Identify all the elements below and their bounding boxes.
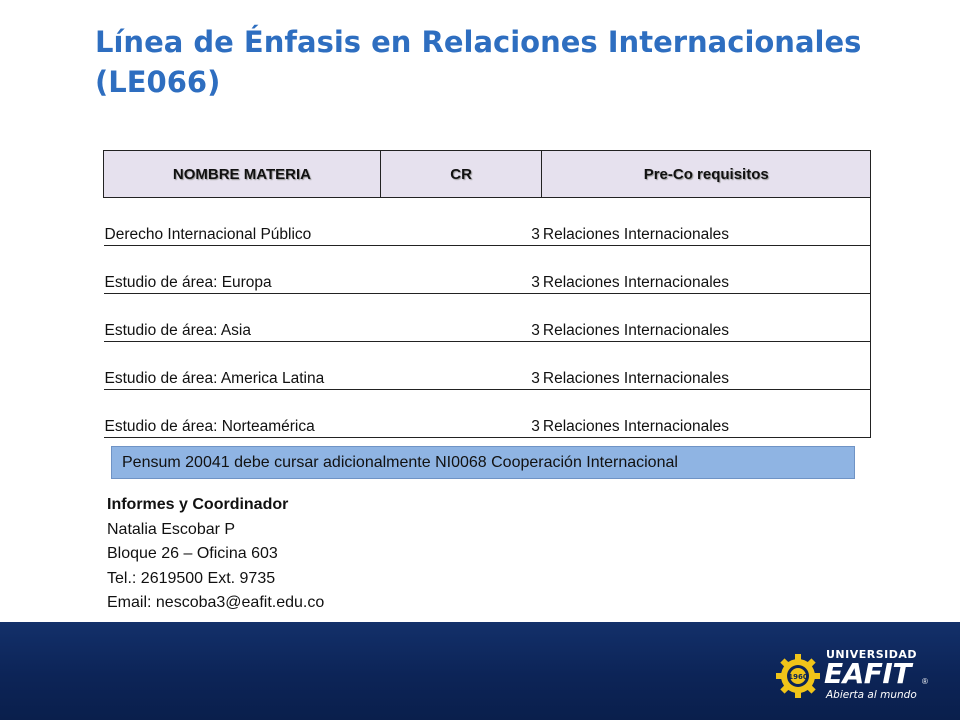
course-prerequisite: Relaciones Internacionales [542,342,871,390]
logo-registered: ® [922,677,928,686]
eafit-logo [774,645,934,707]
course-name: Estudio de área: Europa [104,246,381,294]
contact-office: Bloque 26 – Oficina 603 [107,545,278,562]
title-line-1: Línea de Énfasis en Relaciones Internacionales [95,25,862,59]
contact-info [107,493,324,616]
course-name: Estudio de área: America Latina [104,342,381,390]
contact-phone: Tel.: 2619500 Ext. 9735 [107,569,276,587]
course-credits: 3 [380,342,542,390]
course-credits: 3 [380,246,542,294]
course-prerequisite: Relaciones Internacionales [542,246,871,294]
title-line-2: (LE066) [95,65,221,99]
table-row [104,246,871,294]
course-name: Estudio de área: Norteamérica [104,390,381,438]
courses-table [103,150,871,438]
table-row [104,294,871,342]
table-header-row [104,151,871,198]
course-name: Derecho Internacional Público [104,198,381,246]
logo-brand: EAFIT [824,657,911,690]
header-course-name: NOMBRE MATERIA [104,151,381,198]
table-row [104,390,871,438]
course-prerequisite: Relaciones Internacionales [542,390,871,438]
course-credits: 3 [380,294,542,342]
contact-name: Natalia Escobar P [107,520,236,538]
gear-seal-icon [774,652,822,700]
contact-heading: Informes y Coordinador [107,496,289,513]
table-row [104,342,871,390]
course-prerequisite: Relaciones Internacionales [542,198,871,246]
pensum-note: Pensum 20041 debe cursar adicionalmente NI0068 Cooperación Internacional [111,446,855,479]
course-credits: 3 [380,198,542,246]
course-name: Estudio de área: Asia [104,294,381,342]
course-credits: 3 [380,390,542,438]
seal-text: 1960 [788,673,808,681]
logo-slogan: Abierta al mundo [826,689,917,701]
table-row [104,198,871,246]
logo-university: UNIVERSIDAD [826,648,918,661]
course-prerequisite: Relaciones Internacionales [542,294,871,342]
contact-email: Email: nescoba3@eafit.edu.co [107,594,325,611]
header-credits: CR [380,151,542,198]
header-prerequisites: Pre-Co requisitos [542,151,871,198]
page-title [95,22,895,102]
